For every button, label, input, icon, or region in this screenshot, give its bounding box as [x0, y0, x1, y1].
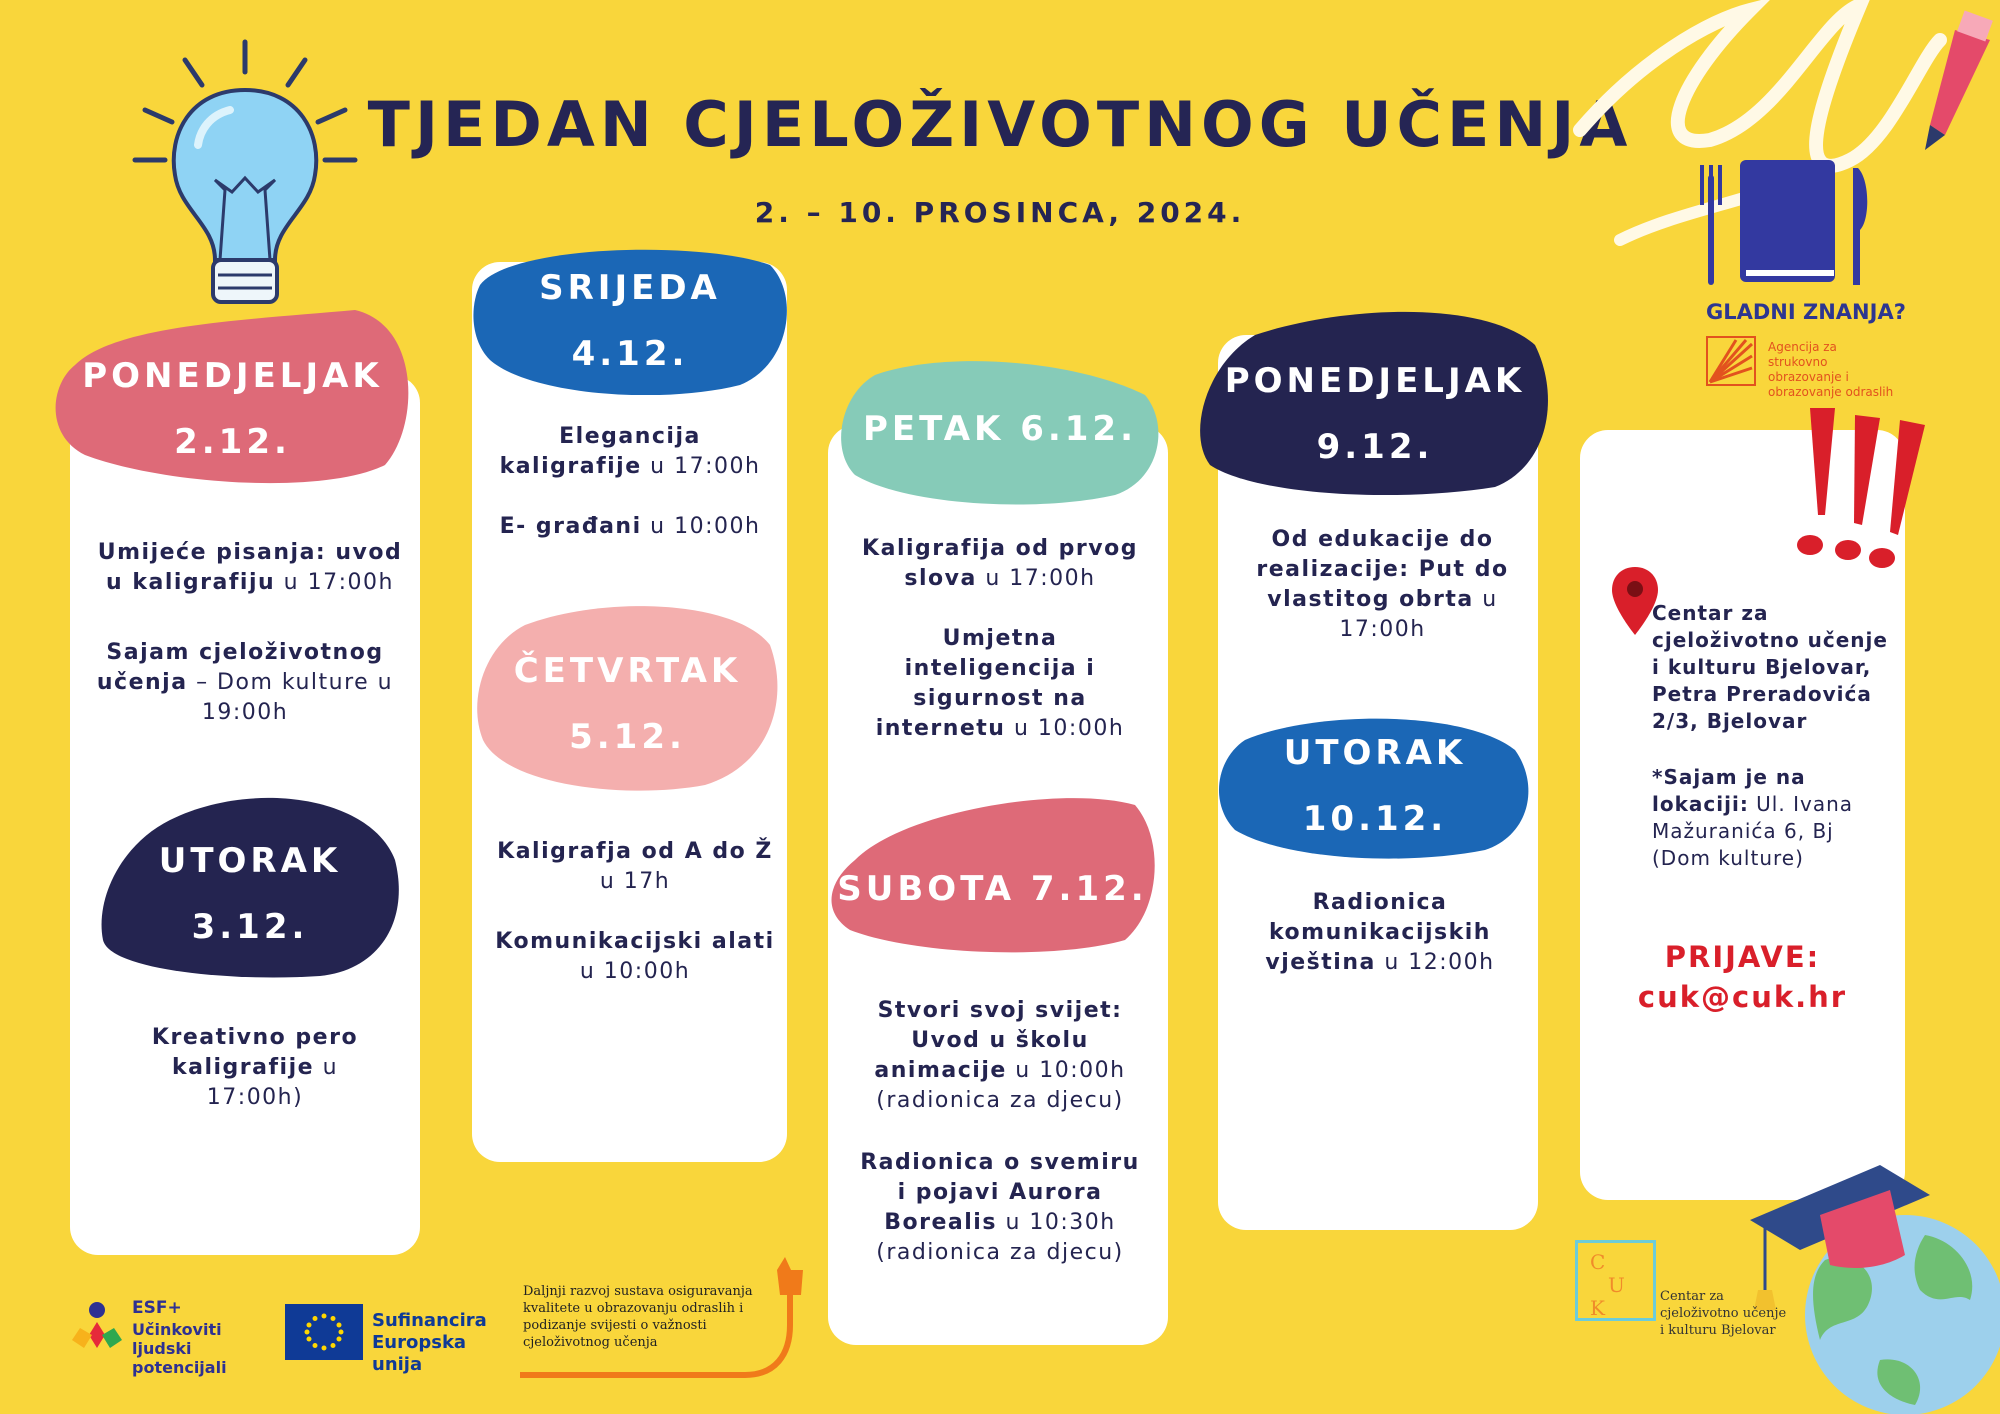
- day-petak-6: [835, 370, 1165, 490]
- event-time: u 10:00h: [579, 959, 691, 984]
- day-name: PONEDJELJAK: [82, 356, 383, 397]
- esf-text: Učinkoviti ljudski potencijali: [132, 1320, 227, 1377]
- event-time: u 10:00h: [650, 514, 761, 539]
- day-name: UTORAK: [1283, 733, 1467, 774]
- event-name: Umjetna inteligencija i sigurnost na internetu: [875, 626, 1096, 741]
- day-date: 10.12.: [1302, 798, 1448, 839]
- event-name: Stvori svoj svijet: Uvod u školu animacije: [874, 998, 1123, 1083]
- event-time: u 10:30h: [1005, 1210, 1116, 1235]
- event-name: Umijeće pisanja: uvod u kaligrafiju: [97, 540, 403, 595]
- event-9: [865, 624, 1135, 744]
- event-8: [850, 534, 1150, 594]
- esf-tag: ESF+: [132, 1298, 182, 1318]
- day-date: 5.12.: [569, 716, 686, 757]
- event-11: [860, 1148, 1140, 1268]
- globe-graduation-icon: [1740, 1140, 2000, 1414]
- day-date: 9.12.: [1316, 426, 1434, 467]
- event-7: [490, 927, 780, 987]
- event-12: [1240, 525, 1525, 645]
- agency-logo-icon: [1706, 336, 1756, 386]
- day-srijeda-4: [470, 252, 790, 392]
- event-name: Radionica o svemiru i pojavi Aurora Borealis: [860, 1150, 1140, 1235]
- day-date: 4.12.: [571, 333, 689, 374]
- cuk-letter-c: C: [1590, 1250, 1606, 1274]
- day-subota-7: [825, 840, 1160, 940]
- event-time: u 17:00h: [985, 566, 1096, 591]
- cuk-letter-u: U: [1608, 1273, 1625, 1297]
- day-ponedjeljak-9: [1195, 350, 1555, 480]
- event-2: [95, 638, 395, 728]
- event-time: u 17h: [599, 869, 671, 894]
- day-cetvrtak-5: [475, 630, 780, 780]
- day-date: 2.12.: [174, 421, 291, 462]
- signup-email[interactable]: cuk@cuk.hr: [1637, 980, 1848, 1014]
- page-title: TJEDAN CJELOŽIVOTNOG UČENJA: [367, 88, 1633, 161]
- event-time: u 17:00h: [1339, 587, 1498, 642]
- event-name: Od edukacije do realizacije: Put do vlastitog obrta: [1256, 527, 1509, 612]
- event-time: – Dom kulture u 19:00h: [196, 670, 394, 725]
- event-6: [490, 837, 780, 897]
- event-4: [495, 422, 765, 482]
- event-name: Sajam cjeloživotnog učenja: [96, 640, 384, 695]
- event-1: [85, 538, 415, 598]
- event-name: E- građani: [499, 514, 642, 539]
- day-name: PONEDJELJAK: [1224, 361, 1526, 402]
- event-name: Kreativno pero kaligrafije: [151, 1025, 359, 1080]
- event-note: (radionica za djecu): [876, 1088, 1124, 1113]
- gladni-title: GLADNI ZNANJA?: [1706, 300, 1906, 324]
- day-ponedjeljak-2: [45, 340, 420, 480]
- event-time: u 17:00h: [650, 454, 761, 479]
- event-name: Kaligrafja od A do Ž: [497, 839, 773, 864]
- fair-address: Ul. Ivana Mažuranića 6, Bj (Dom kulture): [1652, 792, 1854, 870]
- book-cutlery-icon: [1700, 150, 1880, 290]
- page-subtitle: 2. – 10. PROSINCA, 2024.: [754, 196, 1246, 229]
- event-10: [860, 996, 1140, 1116]
- day-utorak-10: [1215, 722, 1535, 852]
- event-note: (radionica za djecu): [876, 1240, 1124, 1265]
- exclamation-icon: [1780, 400, 1940, 575]
- event-13: [1250, 888, 1510, 978]
- fair-label: *Sajam je na lokaciji:: [1652, 765, 1806, 816]
- event-3: [130, 1023, 380, 1113]
- eu-text: Sufinancira Europska unija: [372, 1310, 487, 1375]
- event-time: u 10:00h: [1015, 1058, 1126, 1083]
- lightbulb-icon: [120, 30, 370, 320]
- day-name: SUBOTA 7.12.: [837, 869, 1148, 910]
- cuk-text: Centar za cjeloživotno učenje i kulturu Bjelovar: [1660, 1289, 1787, 1338]
- event-name: Kaligrafija od prvog slova: [862, 536, 1138, 591]
- project-text: Daljnji razvoj sustava osiguravanja kvalitete u obrazovanju odraslih i podizanje svijesti o važnosti cjeloživotnog učenja: [523, 1284, 753, 1350]
- day-name: SRIJEDA: [539, 268, 721, 309]
- event-name: Radionica komunikacijskih vještina: [1265, 890, 1491, 975]
- day-name: UTORAK: [158, 841, 342, 882]
- event-time: u 17:00h: [283, 570, 394, 595]
- event-name: Komunikacijski alati: [495, 929, 775, 954]
- location-address: Centar za cjeloživotno učenje i kulturu Bjelovar, Petra Preradovića 2/3, Bjelovar: [1652, 601, 1888, 733]
- esf-logo-icon: [70, 1300, 125, 1360]
- event-time: u 10:00h: [1013, 716, 1125, 741]
- event-5: [485, 512, 775, 542]
- event-time: u 12:00h: [1384, 950, 1495, 975]
- fair-location: [1652, 764, 1872, 872]
- cuk-letter-k: K: [1590, 1296, 1605, 1320]
- signup-label: PRIJAVE:: [1664, 940, 1821, 974]
- day-name: PETAK 6.12.: [863, 409, 1137, 450]
- day-date: 3.12.: [191, 906, 309, 947]
- event-name: Elegancija kaligrafije: [499, 424, 701, 479]
- agency-name: Agencija za strukovno obrazovanje i obrazovanje odraslih: [1768, 340, 1894, 399]
- event-time: u 17:00h): [206, 1055, 339, 1110]
- day-name: ČETVRTAK: [513, 651, 742, 692]
- eu-flag-icon: [285, 1304, 363, 1360]
- day-utorak-3: [100, 820, 400, 970]
